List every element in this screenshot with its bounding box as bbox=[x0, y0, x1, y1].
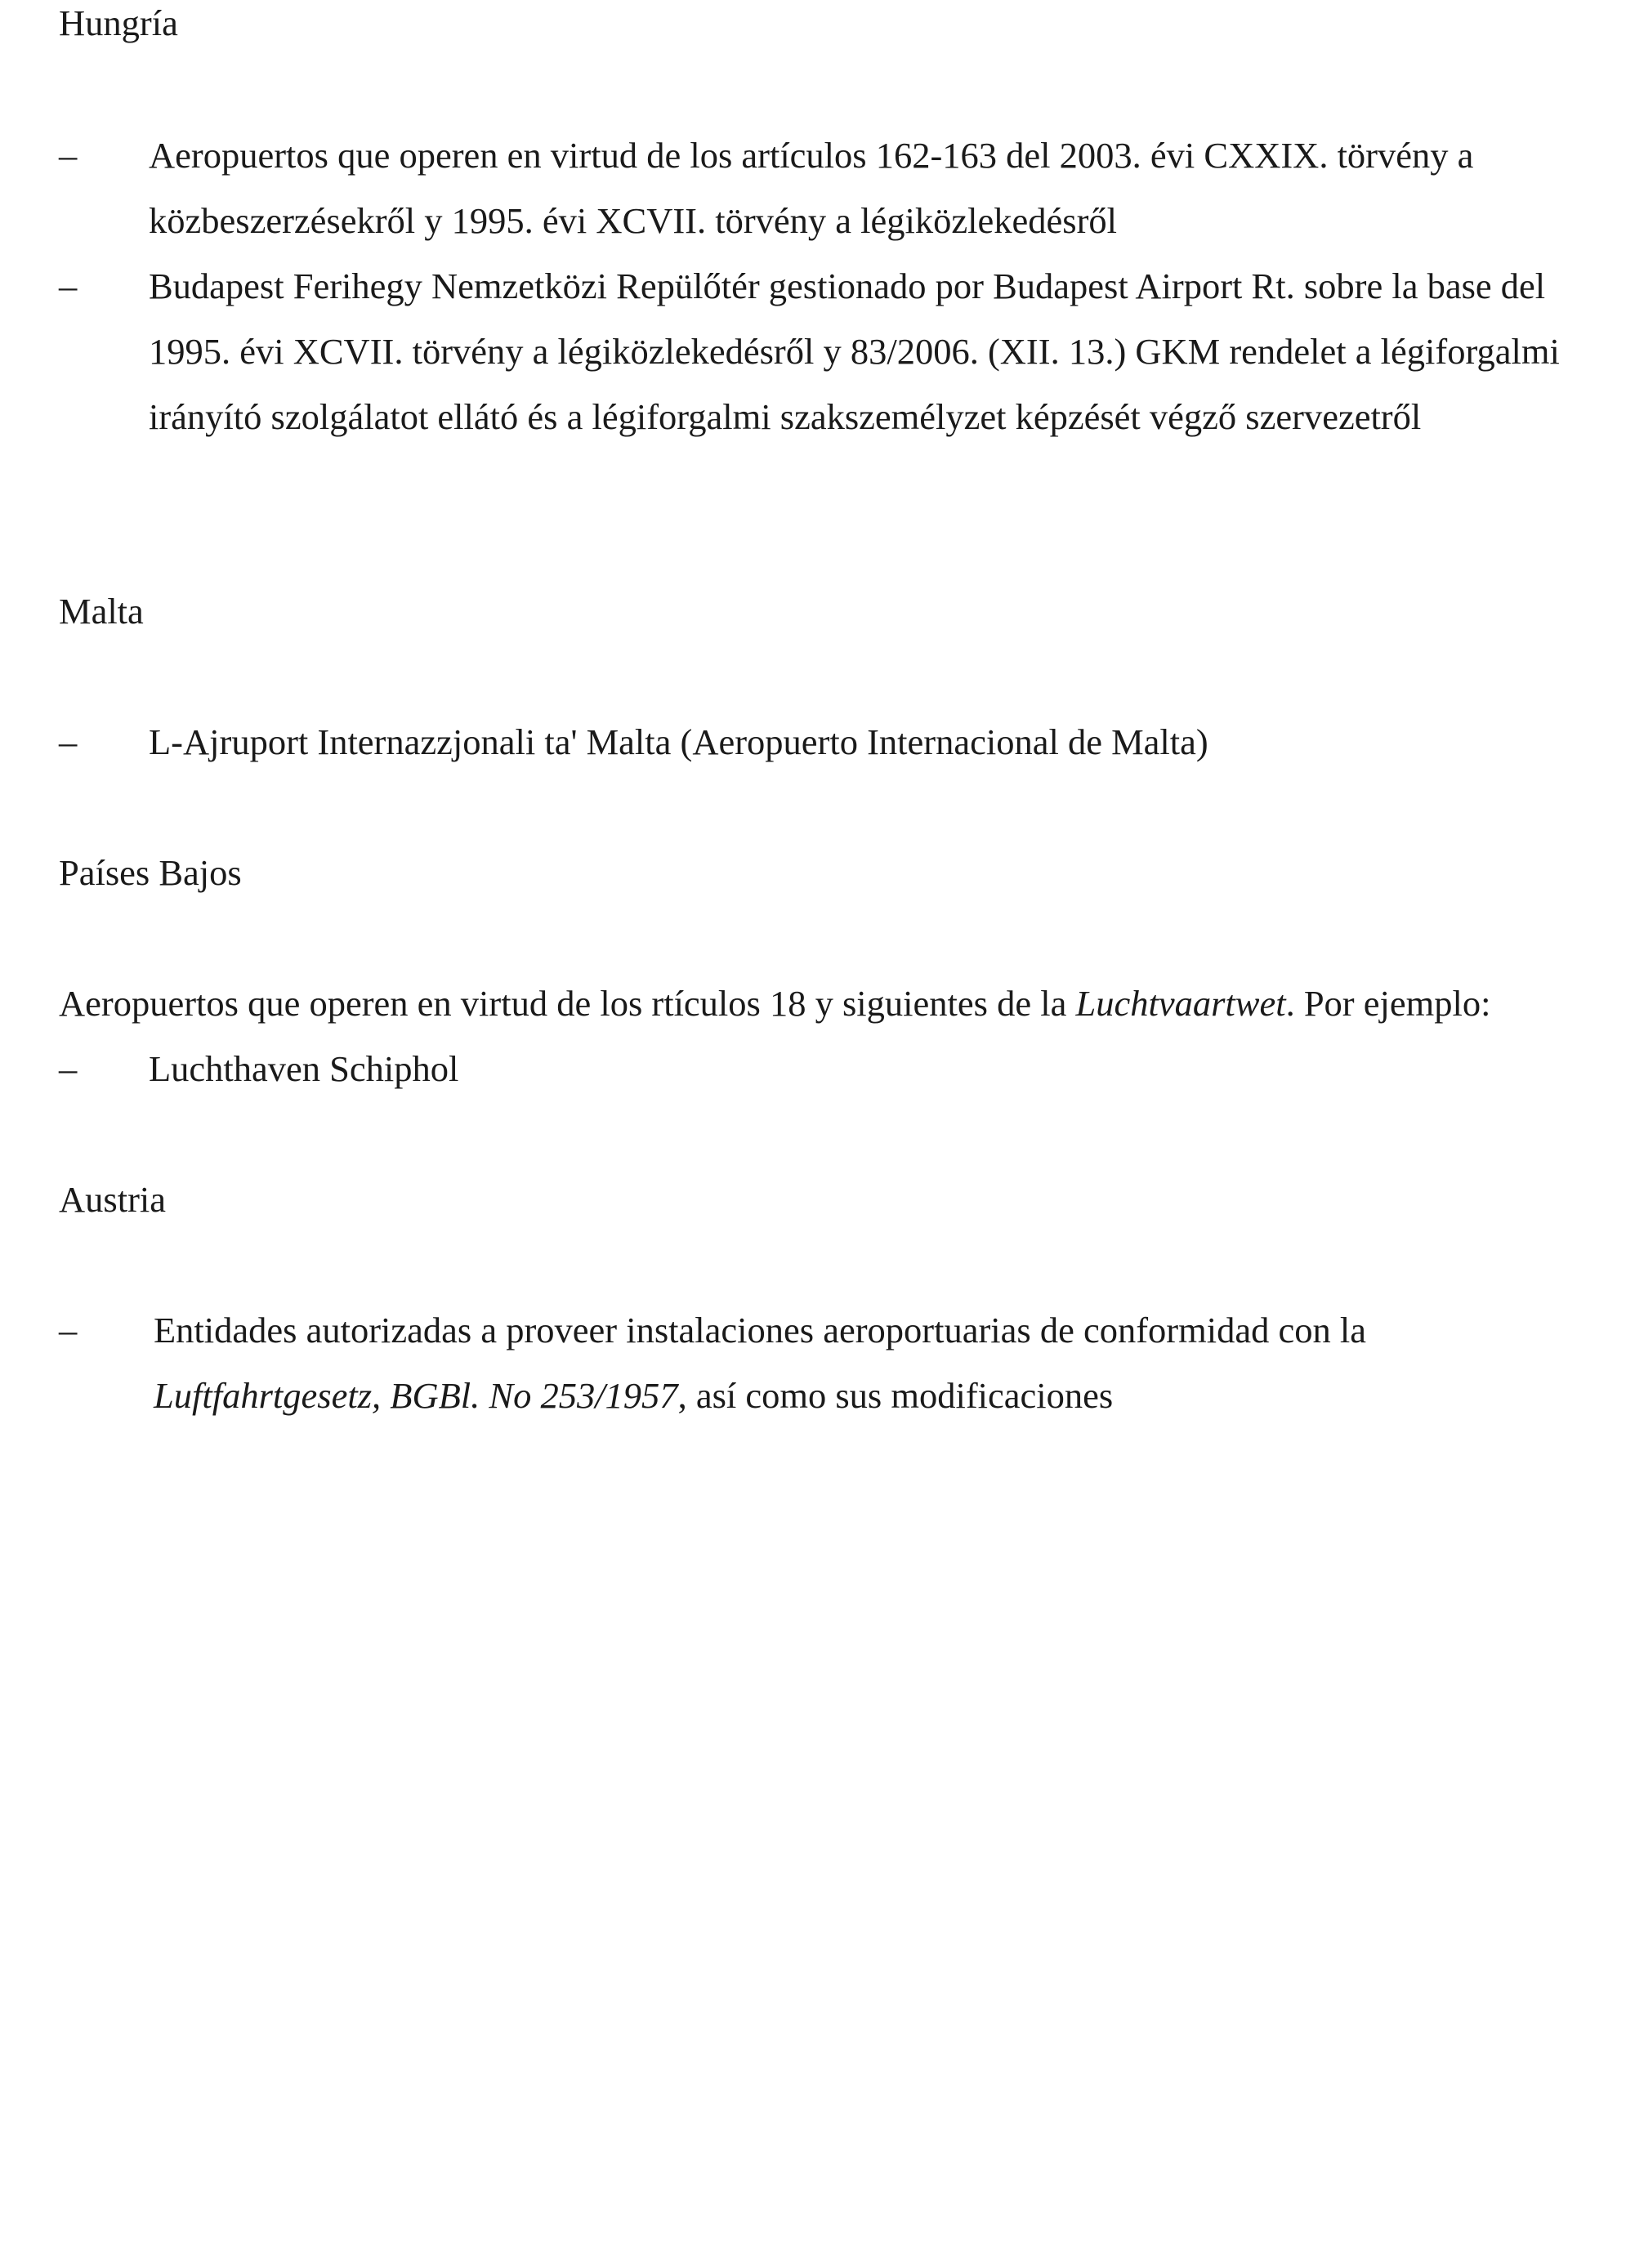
list-item bbox=[59, 1036, 1570, 1101]
heading-austria: Austria bbox=[59, 1179, 167, 1220]
intro-text: Aeropuertos que operen en virtud de los rtículos 18 y siguientes de la bbox=[59, 983, 1076, 1024]
heading-hungria: Hungría bbox=[59, 2, 178, 43]
paragraph-paises-bajos-intro bbox=[59, 971, 1490, 1036]
dash-bullet: – bbox=[59, 1310, 78, 1351]
intro-text-end: . Por ejemplo: bbox=[1285, 983, 1491, 1024]
list-item-text: Budapest Ferihegy Nemzetközi Repülőtér gestionado por Budapest Airport Rt. sobre la base del 1995. évi XCVII. törvény a légiközlekedésről y 83/2006. (XII. 13.) GKM rendelet a légiforgalmi irányító szolgálatot ellátó és a légiforgalmi szakszemélyzet képzését végző szervezetről bbox=[149, 266, 1560, 437]
heading-paises-bajos: Países Bajos bbox=[59, 852, 242, 893]
heading-malta: Malta bbox=[59, 591, 144, 632]
dash-bullet: – bbox=[59, 1048, 78, 1089]
list-item-text: Luchthaven Schiphol bbox=[149, 1048, 459, 1089]
dash-bullet: – bbox=[59, 721, 78, 762]
intro-law-name: Luchtvaartwet bbox=[1075, 983, 1286, 1024]
list-item bbox=[59, 123, 1570, 253]
list-item-text: L-Ajruport Internazzjonali ta' Malta (Aeropuerto Internacional de Malta) bbox=[149, 721, 1208, 762]
item-text: Entidades autorizadas a proveer instalaciones aeroportuarias de conformidad con la bbox=[154, 1310, 1366, 1351]
item-law-name: Luftfahrtgesetz, BGBl. No 253/1957 bbox=[154, 1375, 678, 1416]
list-item-text: Aeropuertos que operen en virtud de los artículos 162-163 del 2003. évi CXXIX. törvény a közbeszerzésekről y 1995. évi XCVII. törvény a légiközlekedésről bbox=[149, 135, 1474, 241]
dash-bullet: – bbox=[59, 135, 78, 176]
list-item bbox=[59, 253, 1570, 449]
list-item bbox=[59, 709, 1570, 775]
dash-bullet: – bbox=[59, 266, 78, 306]
list-item bbox=[59, 1297, 1570, 1428]
item-text-end: , así como sus modificaciones bbox=[677, 1375, 1114, 1416]
list-item-text bbox=[154, 1297, 1575, 1428]
